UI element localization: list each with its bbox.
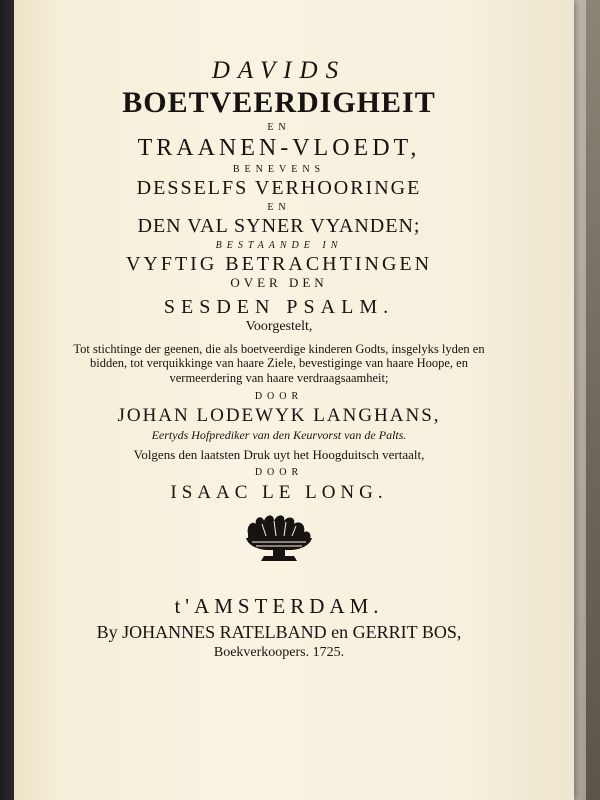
title-line-bestaande: BESTAANDE IN: [215, 240, 343, 251]
title-line-davids: DAVIDS: [211, 57, 347, 84]
title-line-voorgestelt: Voorgestelt,: [245, 319, 313, 334]
title-line-val: DEN VAL SYNER VYANDEN;: [137, 215, 421, 237]
author-name: JOHAN LODEWYK LANGHANS,: [117, 405, 441, 427]
title-line-psalm: SESDEN PSALM.: [163, 296, 395, 318]
title-line-benevens: BENEVENS: [232, 164, 326, 175]
title-line-vyftig: VYFTIG BETRACHTINGEN: [125, 253, 433, 275]
title-line-traanen: TRAANEN-VLOEDT,: [137, 135, 421, 161]
title-line-en-2: EN: [267, 202, 291, 213]
door-label-1: DOOR: [254, 391, 304, 403]
imprint-publisher: By JOHANNES RATELBAND en GERRIT BOS,: [96, 622, 462, 643]
imprint-year: Boekverkoopers. 1725.: [213, 645, 345, 661]
title-line-over-den: OVER DEN: [230, 275, 328, 290]
title-block: [44, 58, 514, 660]
dedication-paragraph: Tot stichtinge der geenen, die als boetveerdige kinderen Godts, insgelyks lyden en bidden, tot verquikkinge van haare Ziele, bevestiginge van haare Hoope, en vermeerdering van haare verdraagsaamheit;: [73, 342, 485, 385]
title-line-desselfs: DESSELFS VERHOORINGE: [136, 177, 422, 199]
flower-basket-icon: [242, 512, 316, 564]
door-label-2: DOOR: [254, 467, 304, 479]
title-page: [14, 0, 574, 800]
author-role: Eertyds Hofprediker van den Keurvorst van de Palts.: [151, 428, 407, 443]
title-line-en-1: EN: [267, 122, 291, 133]
title-line-boetveerdigheit: BOETVEERDIGHEIT: [122, 86, 436, 119]
translation-note: Volgens den laatsten Druk uyt het Hoogduitsch vertaalt,: [133, 447, 425, 463]
translator-name: ISAAC LE LONG.: [170, 482, 388, 504]
imprint-city: t'AMSTERDAM.: [174, 594, 384, 619]
